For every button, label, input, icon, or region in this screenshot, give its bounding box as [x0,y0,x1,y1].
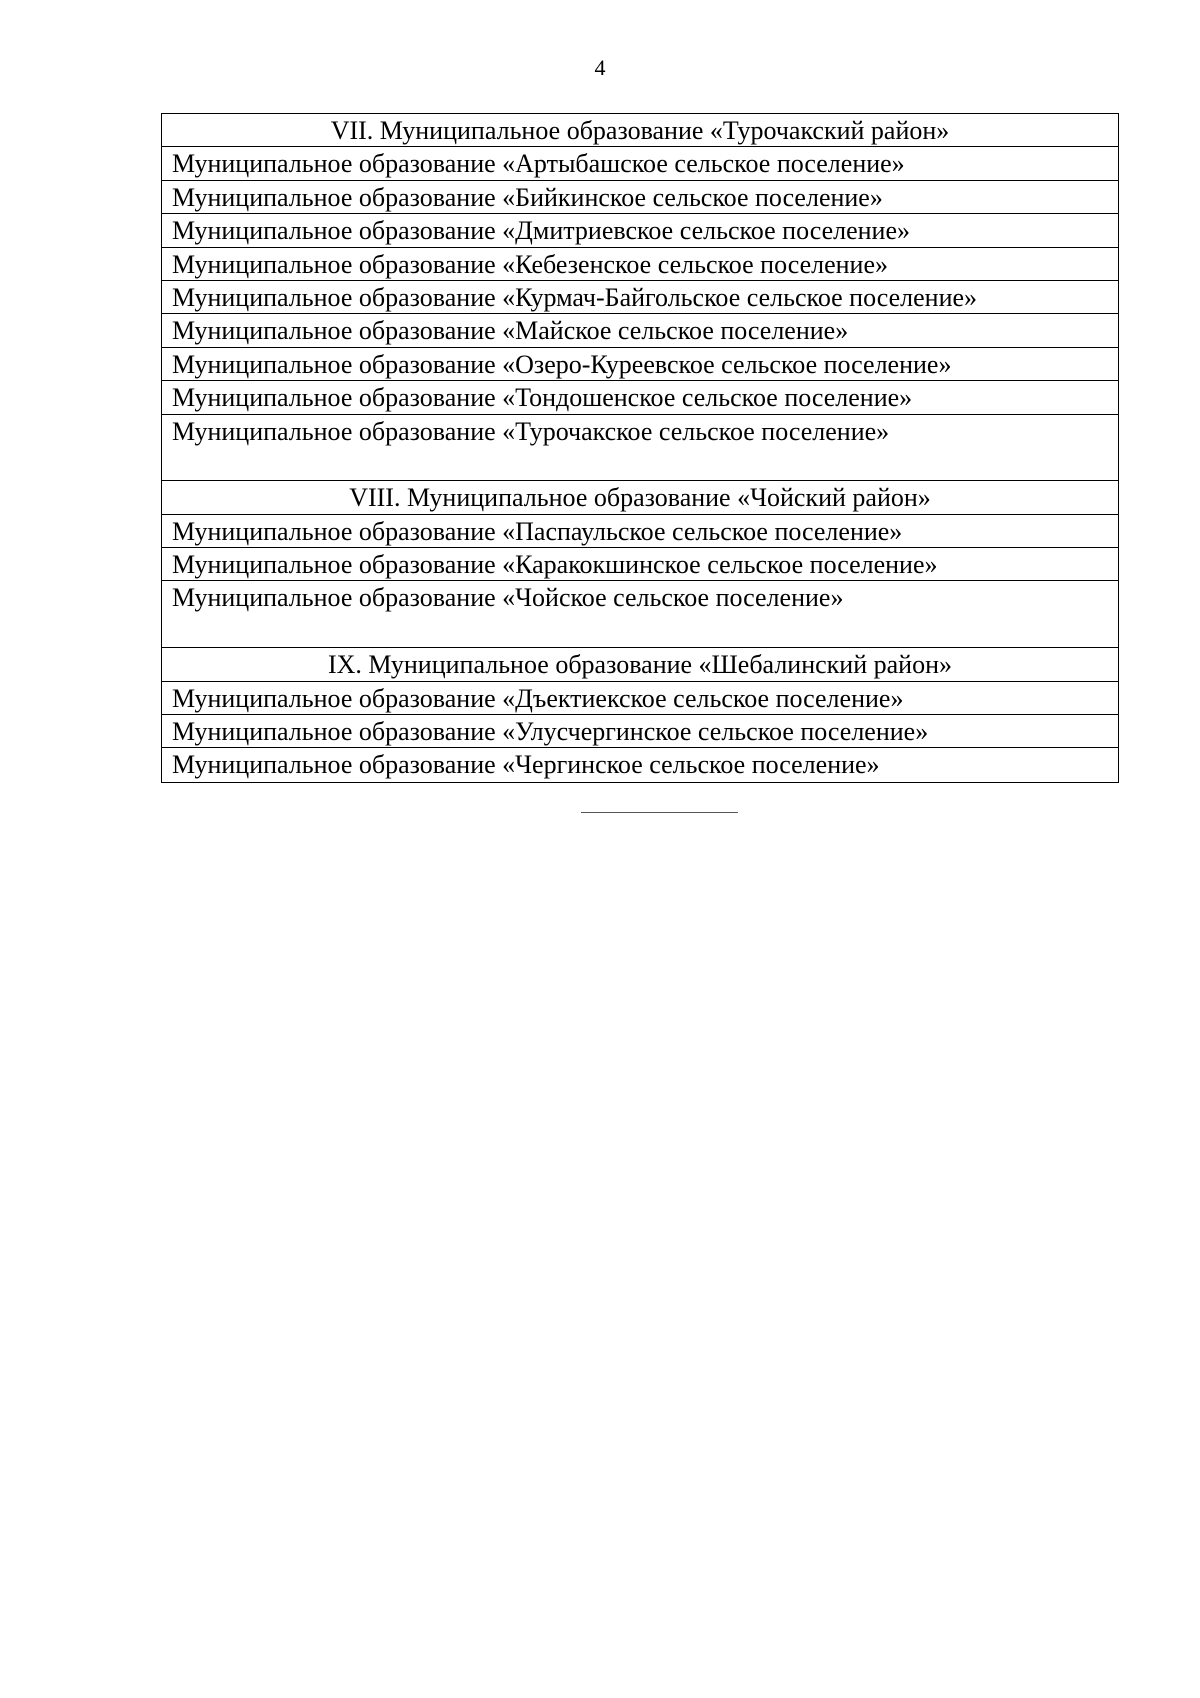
district-header: VIII. Муниципальное образование «Чойский район» [162,481,1118,514]
end-divider [581,812,738,813]
settlement-row: Муниципальное образование «Дъектиекское сельское поселение» [162,682,1118,715]
municipalities-table [161,113,1119,783]
settlement-row: Муниципальное образование «Артыбашское сельское поселение» [162,147,1118,180]
settlement-row: Муниципальное образование «Турочакское сельское поселение» [162,415,1118,482]
settlement-row: Муниципальное образование «Кебезенское сельское поселение» [162,248,1118,281]
settlement-row: Муниципальное образование «Чергинское сельское поселение» [172,750,880,780]
settlement-row: Муниципальное образование «Чойское сельское поселение» [162,581,1118,648]
district-header: VII. Муниципальное образование «Турочакский район» [162,114,1118,147]
settlement-row: Муниципальное образование «Паспаульское сельское поселение» [162,515,1118,548]
settlement-row: Муниципальное образование «Курмач-Байгольское сельское поселение» [162,281,1118,314]
settlement-row: Муниципальное образование «Дмитриевское сельское поселение» [162,214,1118,247]
settlement-row: Муниципальное образование «Каракокшинское сельское поселение» [162,548,1118,581]
settlement-row: Муниципальное образование «Озеро-Куреевское сельское поселение» [162,348,1118,381]
settlement-row: Муниципальное образование «Тондошенское сельское поселение» [162,381,1118,414]
district-header: IX. Муниципальное образование «Шебалинский район» [162,648,1118,681]
settlement-row: Муниципальное образование «Улусчергинское сельское поселение» [162,715,1118,748]
page-number: 4 [594,55,606,80]
settlement-row: Муниципальное образование «Майское сельское поселение» [162,314,1118,347]
settlement-row: Муниципальное образование «Бийкинское сельское поселение» [162,181,1118,214]
